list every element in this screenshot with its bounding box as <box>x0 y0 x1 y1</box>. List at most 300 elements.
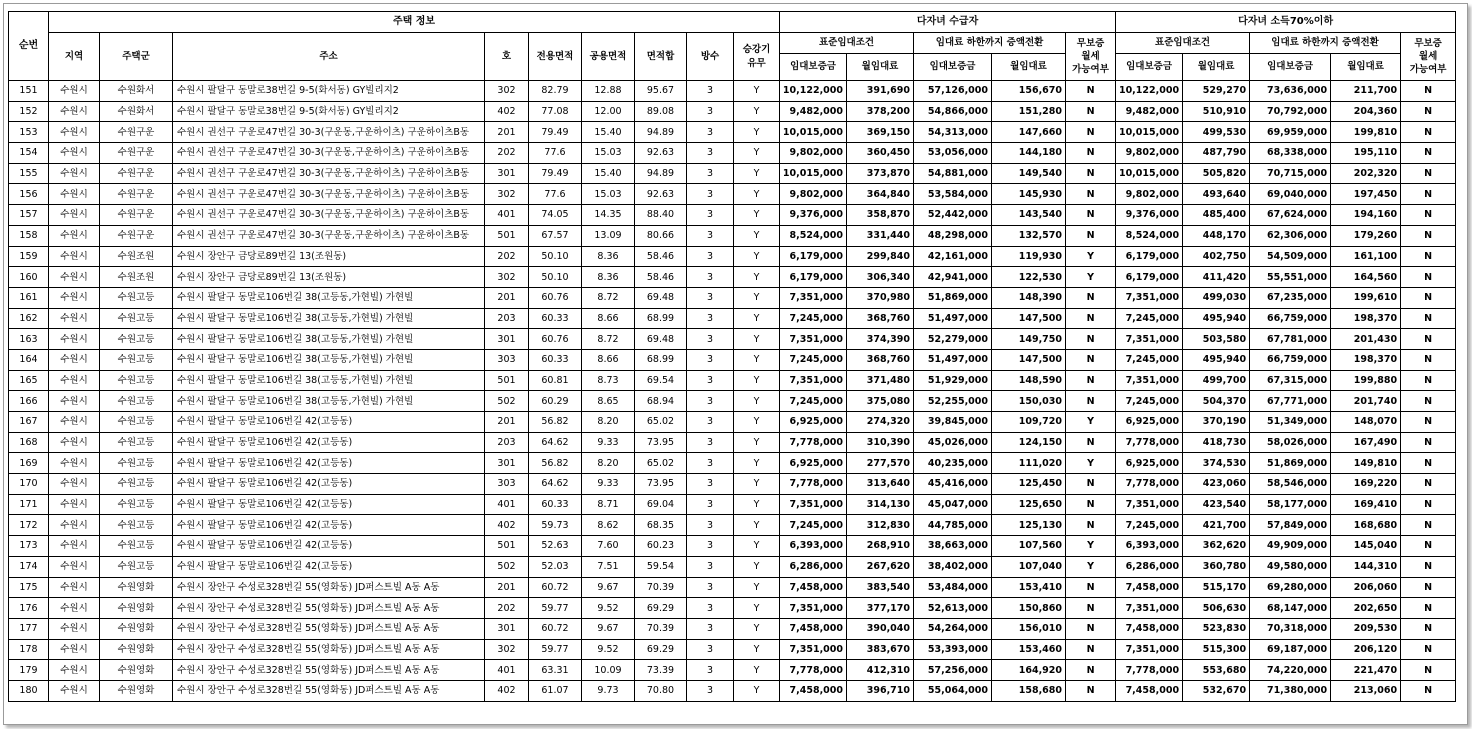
header-seq: 순번 <box>9 12 49 81</box>
cell-total-area: 70.80 <box>635 680 687 701</box>
cell-b-conv-deposit: 71,380,000 <box>1250 680 1331 701</box>
cell-region: 수원시 <box>49 536 100 557</box>
cell-a-conv-monthly: 145,930 <box>992 184 1066 205</box>
cell-housing-group: 수원영화 <box>100 577 173 598</box>
cell-b-no-deposit: N <box>1401 577 1456 598</box>
cell-seq: 166 <box>9 391 49 412</box>
cell-a-conv-monthly: 107,040 <box>992 556 1066 577</box>
cell-a-no-deposit: N <box>1066 225 1116 246</box>
cell-b-no-deposit: N <box>1401 432 1456 453</box>
cell-b-conv-monthly: 194,160 <box>1331 205 1401 226</box>
cell-b-conv-monthly: 213,060 <box>1331 680 1401 701</box>
cell-a-no-deposit: N <box>1066 577 1116 598</box>
cell-total-area: 69.04 <box>635 494 687 515</box>
cell-b-std-monthly: 362,620 <box>1183 536 1250 557</box>
cell-common-area: 15.03 <box>582 184 635 205</box>
cell-a-no-deposit: Y <box>1066 556 1116 577</box>
cell-seq: 152 <box>9 101 49 122</box>
cell-b-conv-deposit: 69,280,000 <box>1250 577 1331 598</box>
cell-a-conv-deposit: 53,056,000 <box>914 143 992 164</box>
table-row <box>9 287 1456 308</box>
cell-a-conv-monthly: 156,010 <box>992 618 1066 639</box>
cell-exclusive-area: 79.49 <box>529 163 582 184</box>
cell-a-no-deposit: N <box>1066 101 1116 122</box>
table-row <box>9 81 1456 102</box>
cell-a-std-deposit: 7,351,000 <box>780 329 847 350</box>
cell-b-std-deposit: 7,245,000 <box>1116 349 1183 370</box>
cell-address: 수원시 권선구 구운로47번길 30-3(구운동,구운하이츠) 구운하이츠B동 <box>173 225 485 246</box>
cell-seq: 167 <box>9 412 49 433</box>
table-row <box>9 329 1456 350</box>
cell-rooms: 3 <box>687 225 734 246</box>
cell-a-std-monthly: 374,390 <box>847 329 914 350</box>
cell-total-area: 68.99 <box>635 349 687 370</box>
cell-exclusive-area: 77.08 <box>529 101 582 122</box>
cell-housing-group: 수원고등 <box>100 556 173 577</box>
table-row <box>9 267 1456 288</box>
table-row <box>9 515 1456 536</box>
cell-housing-group: 수원고등 <box>100 349 173 370</box>
cell-b-conv-deposit: 58,546,000 <box>1250 474 1331 495</box>
cell-exclusive-area: 60.29 <box>529 391 582 412</box>
cell-a-std-deposit: 10,015,000 <box>780 163 847 184</box>
table-row <box>9 122 1456 143</box>
cell-a-std-monthly: 396,710 <box>847 680 914 701</box>
cell-a-std-monthly: 383,670 <box>847 639 914 660</box>
cell-seq: 155 <box>9 163 49 184</box>
cell-b-conv-monthly: 148,070 <box>1331 412 1401 433</box>
cell-a-conv-monthly: 132,570 <box>992 225 1066 246</box>
cell-b-conv-deposit: 68,147,000 <box>1250 598 1331 619</box>
table-row <box>9 225 1456 246</box>
cell-common-area: 8.20 <box>582 412 635 433</box>
cell-a-no-deposit: N <box>1066 515 1116 536</box>
cell-a-std-deposit: 9,802,000 <box>780 184 847 205</box>
cell-total-area: 73.95 <box>635 432 687 453</box>
cell-b-std-monthly: 515,300 <box>1183 639 1250 660</box>
cell-a-std-monthly: 378,200 <box>847 101 914 122</box>
cell-b-std-deposit: 10,015,000 <box>1116 163 1183 184</box>
cell-common-area: 9.73 <box>582 680 635 701</box>
table-row <box>9 494 1456 515</box>
header-group-b: 다자녀 소득70%이하 <box>1116 12 1456 33</box>
cell-total-area: 70.39 <box>635 577 687 598</box>
cell-b-std-monthly: 505,820 <box>1183 163 1250 184</box>
cell-b-std-monthly: 485,400 <box>1183 205 1250 226</box>
cell-b-no-deposit: N <box>1401 536 1456 557</box>
cell-b-std-monthly: 418,730 <box>1183 432 1250 453</box>
cell-unit: 302 <box>485 639 529 660</box>
cell-b-conv-monthly: 199,880 <box>1331 370 1401 391</box>
cell-region: 수원시 <box>49 287 100 308</box>
cell-total-area: 68.94 <box>635 391 687 412</box>
cell-b-conv-deposit: 54,509,000 <box>1250 246 1331 267</box>
cell-b-std-deposit: 7,778,000 <box>1116 660 1183 681</box>
cell-total-area: 89.08 <box>635 101 687 122</box>
cell-rooms: 3 <box>687 556 734 577</box>
cell-b-std-monthly: 504,370 <box>1183 391 1250 412</box>
table-row <box>9 143 1456 164</box>
cell-elevator: Y <box>734 412 780 433</box>
table-row <box>9 391 1456 412</box>
cell-elevator: Y <box>734 246 780 267</box>
cell-b-conv-deposit: 67,315,000 <box>1250 370 1331 391</box>
cell-total-area: 69.48 <box>635 287 687 308</box>
cell-region: 수원시 <box>49 163 100 184</box>
cell-rooms: 3 <box>687 412 734 433</box>
cell-a-conv-monthly: 148,390 <box>992 287 1066 308</box>
cell-unit: 201 <box>485 122 529 143</box>
header-a-std-deposit: 임대보증금 <box>780 54 847 81</box>
cell-a-conv-monthly: 164,920 <box>992 660 1066 681</box>
cell-seq: 179 <box>9 660 49 681</box>
cell-total-area: 58.46 <box>635 246 687 267</box>
cell-housing-group: 수원고등 <box>100 287 173 308</box>
cell-address: 수원시 장안구 수성로328번길 55(영화동) JD퍼스트빌 A동 A동 <box>173 577 485 598</box>
cell-region: 수원시 <box>49 474 100 495</box>
cell-housing-group: 수원화서 <box>100 81 173 102</box>
cell-unit: 402 <box>485 515 529 536</box>
cell-rooms: 3 <box>687 598 734 619</box>
cell-a-conv-deposit: 44,785,000 <box>914 515 992 536</box>
cell-address: 수원시 팔달구 동말로106번길 38(고등동,가현빌) 가현빌 <box>173 391 485 412</box>
header-b-std-monthly: 월임대료 <box>1183 54 1250 81</box>
cell-a-std-deposit: 7,245,000 <box>780 349 847 370</box>
cell-a-std-monthly: 364,840 <box>847 184 914 205</box>
cell-seq: 174 <box>9 556 49 577</box>
cell-a-conv-deposit: 52,442,000 <box>914 205 992 226</box>
header-exclusive-area: 전용면적 <box>529 33 582 81</box>
cell-b-no-deposit: N <box>1401 453 1456 474</box>
cell-seq: 170 <box>9 474 49 495</box>
cell-a-std-monthly: 306,340 <box>847 267 914 288</box>
cell-b-no-deposit: N <box>1401 556 1456 577</box>
cell-b-std-monthly: 423,060 <box>1183 474 1250 495</box>
header-housing-group: 주택군 <box>100 33 173 81</box>
cell-total-area: 69.29 <box>635 598 687 619</box>
header-rooms: 방수 <box>687 33 734 81</box>
cell-elevator: Y <box>734 660 780 681</box>
cell-address: 수원시 장안구 수성로328번길 55(영화동) JD퍼스트빌 A동 A동 <box>173 598 485 619</box>
cell-b-conv-deposit: 67,624,000 <box>1250 205 1331 226</box>
cell-address: 수원시 권선구 구운로47번길 30-3(구운동,구운하이츠) 구운하이츠B동 <box>173 184 485 205</box>
cell-seq: 161 <box>9 287 49 308</box>
cell-region: 수원시 <box>49 143 100 164</box>
cell-total-area: 68.99 <box>635 308 687 329</box>
cell-address: 수원시 장안구 수성로328번길 55(영화동) JD퍼스트빌 A동 A동 <box>173 660 485 681</box>
cell-a-conv-deposit: 57,256,000 <box>914 660 992 681</box>
cell-a-std-deposit: 9,376,000 <box>780 205 847 226</box>
cell-rooms: 3 <box>687 267 734 288</box>
table-row <box>9 680 1456 701</box>
header-total-area: 면적합 <box>635 33 687 81</box>
cell-exclusive-area: 64.62 <box>529 432 582 453</box>
cell-a-no-deposit: Y <box>1066 453 1116 474</box>
cell-rooms: 3 <box>687 246 734 267</box>
header-b-conv-monthly: 월임대료 <box>1331 54 1401 81</box>
cell-a-std-monthly: 313,640 <box>847 474 914 495</box>
cell-seq: 154 <box>9 143 49 164</box>
cell-a-std-monthly: 314,130 <box>847 494 914 515</box>
cell-elevator: Y <box>734 639 780 660</box>
cell-a-no-deposit: N <box>1066 122 1116 143</box>
cell-b-std-monthly: 495,940 <box>1183 349 1250 370</box>
cell-a-no-deposit: N <box>1066 143 1116 164</box>
cell-b-conv-monthly: 209,530 <box>1331 618 1401 639</box>
table-row <box>9 412 1456 433</box>
cell-seq: 159 <box>9 246 49 267</box>
cell-elevator: Y <box>734 225 780 246</box>
cell-address: 수원시 팔달구 동말로106번길 38(고등동,가현빌) 가현빌 <box>173 287 485 308</box>
cell-unit: 202 <box>485 143 529 164</box>
cell-exclusive-area: 61.07 <box>529 680 582 701</box>
cell-a-conv-deposit: 51,929,000 <box>914 370 992 391</box>
cell-b-conv-deposit: 55,551,000 <box>1250 267 1331 288</box>
cell-rooms: 3 <box>687 308 734 329</box>
cell-rooms: 3 <box>687 536 734 557</box>
cell-b-std-deposit: 7,458,000 <box>1116 680 1183 701</box>
cell-region: 수원시 <box>49 391 100 412</box>
cell-a-std-deposit: 7,351,000 <box>780 370 847 391</box>
cell-housing-group: 수원고등 <box>100 453 173 474</box>
cell-b-std-deposit: 8,524,000 <box>1116 225 1183 246</box>
cell-housing-group: 수원구운 <box>100 143 173 164</box>
cell-total-area: 73.39 <box>635 660 687 681</box>
cell-b-std-monthly: 499,700 <box>1183 370 1250 391</box>
cell-a-std-monthly: 360,450 <box>847 143 914 164</box>
cell-common-area: 8.66 <box>582 308 635 329</box>
cell-seq: 172 <box>9 515 49 536</box>
cell-b-no-deposit: N <box>1401 205 1456 226</box>
cell-elevator: Y <box>734 391 780 412</box>
cell-address: 수원시 팔달구 동말로106번길 42(고등동) <box>173 412 485 433</box>
header-b-no-deposit-line1: 무보증 <box>1414 37 1442 49</box>
cell-address: 수원시 팔달구 동말로106번길 42(고등동) <box>173 474 485 495</box>
cell-common-area: 9.67 <box>582 577 635 598</box>
cell-a-std-monthly: 267,620 <box>847 556 914 577</box>
table-row <box>9 432 1456 453</box>
cell-b-conv-monthly: 197,450 <box>1331 184 1401 205</box>
cell-a-std-monthly: 368,760 <box>847 308 914 329</box>
cell-seq: 151 <box>9 81 49 102</box>
cell-elevator: Y <box>734 143 780 164</box>
cell-elevator: Y <box>734 308 780 329</box>
cell-b-std-monthly: 499,030 <box>1183 287 1250 308</box>
cell-a-std-deposit: 6,179,000 <box>780 267 847 288</box>
cell-a-std-monthly: 369,150 <box>847 122 914 143</box>
cell-total-area: 58.46 <box>635 267 687 288</box>
cell-b-no-deposit: N <box>1401 267 1456 288</box>
cell-a-std-deposit: 7,778,000 <box>780 432 847 453</box>
cell-b-conv-deposit: 69,040,000 <box>1250 184 1331 205</box>
cell-b-std-monthly: 487,790 <box>1183 143 1250 164</box>
cell-a-no-deposit: Y <box>1066 246 1116 267</box>
cell-housing-group: 수원고등 <box>100 432 173 453</box>
cell-seq: 157 <box>9 205 49 226</box>
cell-address: 수원시 팔달구 동말로106번길 38(고등동,가현빌) 가현빌 <box>173 308 485 329</box>
cell-exclusive-area: 77.6 <box>529 143 582 164</box>
cell-a-std-deposit: 6,393,000 <box>780 536 847 557</box>
cell-elevator: Y <box>734 680 780 701</box>
cell-exclusive-area: 56.82 <box>529 453 582 474</box>
cell-a-conv-deposit: 52,613,000 <box>914 598 992 619</box>
cell-seq: 175 <box>9 577 49 598</box>
cell-b-conv-deposit: 67,771,000 <box>1250 391 1331 412</box>
cell-address: 수원시 팔달구 동말로106번길 38(고등동,가현빌) 가현빌 <box>173 329 485 350</box>
cell-a-conv-monthly: 147,500 <box>992 349 1066 370</box>
cell-common-area: 12.00 <box>582 101 635 122</box>
cell-b-no-deposit: N <box>1401 660 1456 681</box>
cell-b-conv-monthly: 144,310 <box>1331 556 1401 577</box>
cell-b-conv-monthly: 206,060 <box>1331 577 1401 598</box>
cell-common-area: 8.36 <box>582 246 635 267</box>
cell-seq: 163 <box>9 329 49 350</box>
cell-b-std-deposit: 6,179,000 <box>1116 267 1183 288</box>
header-a-no-deposit <box>1066 33 1116 81</box>
cell-address: 수원시 장안구 수성로328번길 55(영화동) JD퍼스트빌 A동 A동 <box>173 680 485 701</box>
cell-a-no-deposit: N <box>1066 205 1116 226</box>
cell-b-no-deposit: N <box>1401 370 1456 391</box>
cell-b-conv-deposit: 57,849,000 <box>1250 515 1331 536</box>
cell-a-std-monthly: 390,040 <box>847 618 914 639</box>
cell-exclusive-area: 60.72 <box>529 618 582 639</box>
cell-elevator: Y <box>734 494 780 515</box>
cell-total-area: 94.89 <box>635 163 687 184</box>
cell-b-conv-deposit: 58,026,000 <box>1250 432 1331 453</box>
cell-b-std-monthly: 402,750 <box>1183 246 1250 267</box>
cell-b-std-monthly: 506,630 <box>1183 598 1250 619</box>
cell-b-no-deposit: N <box>1401 81 1456 102</box>
cell-a-conv-monthly: 125,650 <box>992 494 1066 515</box>
cell-region: 수원시 <box>49 329 100 350</box>
cell-b-std-monthly: 503,580 <box>1183 329 1250 350</box>
cell-a-std-deposit: 7,458,000 <box>780 618 847 639</box>
cell-region: 수원시 <box>49 660 100 681</box>
cell-b-conv-monthly: 168,680 <box>1331 515 1401 536</box>
cell-total-area: 68.35 <box>635 515 687 536</box>
cell-a-no-deposit: N <box>1066 618 1116 639</box>
cell-common-area: 15.40 <box>582 163 635 184</box>
cell-b-std-monthly: 421,700 <box>1183 515 1250 536</box>
cell-address: 수원시 장안구 금당로89번길 13(조원동) <box>173 267 485 288</box>
cell-a-std-monthly: 310,390 <box>847 432 914 453</box>
cell-a-conv-deposit: 45,026,000 <box>914 432 992 453</box>
cell-b-conv-deposit: 70,715,000 <box>1250 163 1331 184</box>
cell-unit: 201 <box>485 577 529 598</box>
table-row <box>9 308 1456 329</box>
cell-address: 수원시 권선구 구운로47번길 30-3(구운동,구운하이츠) 구운하이츠B동 <box>173 163 485 184</box>
cell-a-std-monthly: 312,830 <box>847 515 914 536</box>
cell-a-std-monthly: 391,690 <box>847 81 914 102</box>
cell-elevator: Y <box>734 474 780 495</box>
cell-b-std-deposit: 6,925,000 <box>1116 412 1183 433</box>
cell-region: 수원시 <box>49 639 100 660</box>
cell-address: 수원시 장안구 수성로328번길 55(영화동) JD퍼스트빌 A동 A동 <box>173 618 485 639</box>
cell-a-conv-monthly: 124,150 <box>992 432 1066 453</box>
cell-b-std-monthly: 532,670 <box>1183 680 1250 701</box>
cell-unit: 302 <box>485 267 529 288</box>
cell-b-std-deposit: 7,351,000 <box>1116 370 1183 391</box>
table-body <box>9 81 1456 702</box>
cell-total-area: 59.54 <box>635 556 687 577</box>
cell-exclusive-area: 56.82 <box>529 412 582 433</box>
header-region: 지역 <box>49 33 100 81</box>
cell-housing-group: 수원영화 <box>100 618 173 639</box>
cell-b-no-deposit: N <box>1401 308 1456 329</box>
cell-unit: 501 <box>485 536 529 557</box>
header-b-conversion: 임대료 하한까지 증액전환 <box>1250 33 1401 54</box>
cell-rooms: 3 <box>687 184 734 205</box>
cell-a-conv-deposit: 55,064,000 <box>914 680 992 701</box>
cell-total-area: 65.02 <box>635 453 687 474</box>
cell-seq: 168 <box>9 432 49 453</box>
cell-total-area: 65.02 <box>635 412 687 433</box>
table-row <box>9 618 1456 639</box>
cell-unit: 303 <box>485 349 529 370</box>
cell-a-no-deposit: N <box>1066 308 1116 329</box>
table-row <box>9 205 1456 226</box>
cell-b-conv-deposit: 70,792,000 <box>1250 101 1331 122</box>
cell-seq: 158 <box>9 225 49 246</box>
cell-housing-group: 수원고등 <box>100 474 173 495</box>
cell-address: 수원시 팔달구 동말로106번길 38(고등동,가현빌) 가현빌 <box>173 370 485 391</box>
cell-common-area: 9.33 <box>582 474 635 495</box>
cell-a-std-monthly: 373,870 <box>847 163 914 184</box>
cell-total-area: 70.39 <box>635 618 687 639</box>
cell-b-conv-deposit: 67,781,000 <box>1250 329 1331 350</box>
cell-housing-group: 수원구운 <box>100 122 173 143</box>
header-a-std-monthly: 월임대료 <box>847 54 914 81</box>
cell-elevator: Y <box>734 370 780 391</box>
cell-b-std-deposit: 7,245,000 <box>1116 308 1183 329</box>
cell-b-std-deposit: 7,351,000 <box>1116 494 1183 515</box>
cell-total-area: 92.63 <box>635 143 687 164</box>
cell-common-area: 13.09 <box>582 225 635 246</box>
cell-unit: 401 <box>485 205 529 226</box>
cell-housing-group: 수원조원 <box>100 267 173 288</box>
cell-a-conv-deposit: 45,416,000 <box>914 474 992 495</box>
cell-region: 수원시 <box>49 577 100 598</box>
cell-unit: 203 <box>485 308 529 329</box>
table-row <box>9 453 1456 474</box>
header-a-std-rent: 표준임대조건 <box>780 33 914 54</box>
cell-a-std-monthly: 331,440 <box>847 225 914 246</box>
cell-b-std-monthly: 515,170 <box>1183 577 1250 598</box>
cell-seq: 162 <box>9 308 49 329</box>
cell-rooms: 3 <box>687 515 734 536</box>
table-row <box>9 370 1456 391</box>
cell-exclusive-area: 60.72 <box>529 577 582 598</box>
cell-rooms: 3 <box>687 143 734 164</box>
cell-common-area: 9.52 <box>582 639 635 660</box>
cell-seq: 176 <box>9 598 49 619</box>
cell-a-std-deposit: 6,925,000 <box>780 412 847 433</box>
cell-b-std-deposit: 9,802,000 <box>1116 184 1183 205</box>
cell-a-std-deposit: 7,245,000 <box>780 515 847 536</box>
cell-region: 수원시 <box>49 494 100 515</box>
cell-b-std-monthly: 510,910 <box>1183 101 1250 122</box>
cell-b-conv-monthly: 198,370 <box>1331 349 1401 370</box>
cell-unit: 202 <box>485 246 529 267</box>
cell-common-area: 8.36 <box>582 267 635 288</box>
cell-housing-group: 수원고등 <box>100 391 173 412</box>
cell-a-conv-deposit: 52,255,000 <box>914 391 992 412</box>
cell-region: 수원시 <box>49 598 100 619</box>
cell-a-conv-monthly: 156,670 <box>992 81 1066 102</box>
cell-a-conv-monthly: 111,020 <box>992 453 1066 474</box>
cell-a-conv-deposit: 53,484,000 <box>914 577 992 598</box>
cell-elevator: Y <box>734 122 780 143</box>
